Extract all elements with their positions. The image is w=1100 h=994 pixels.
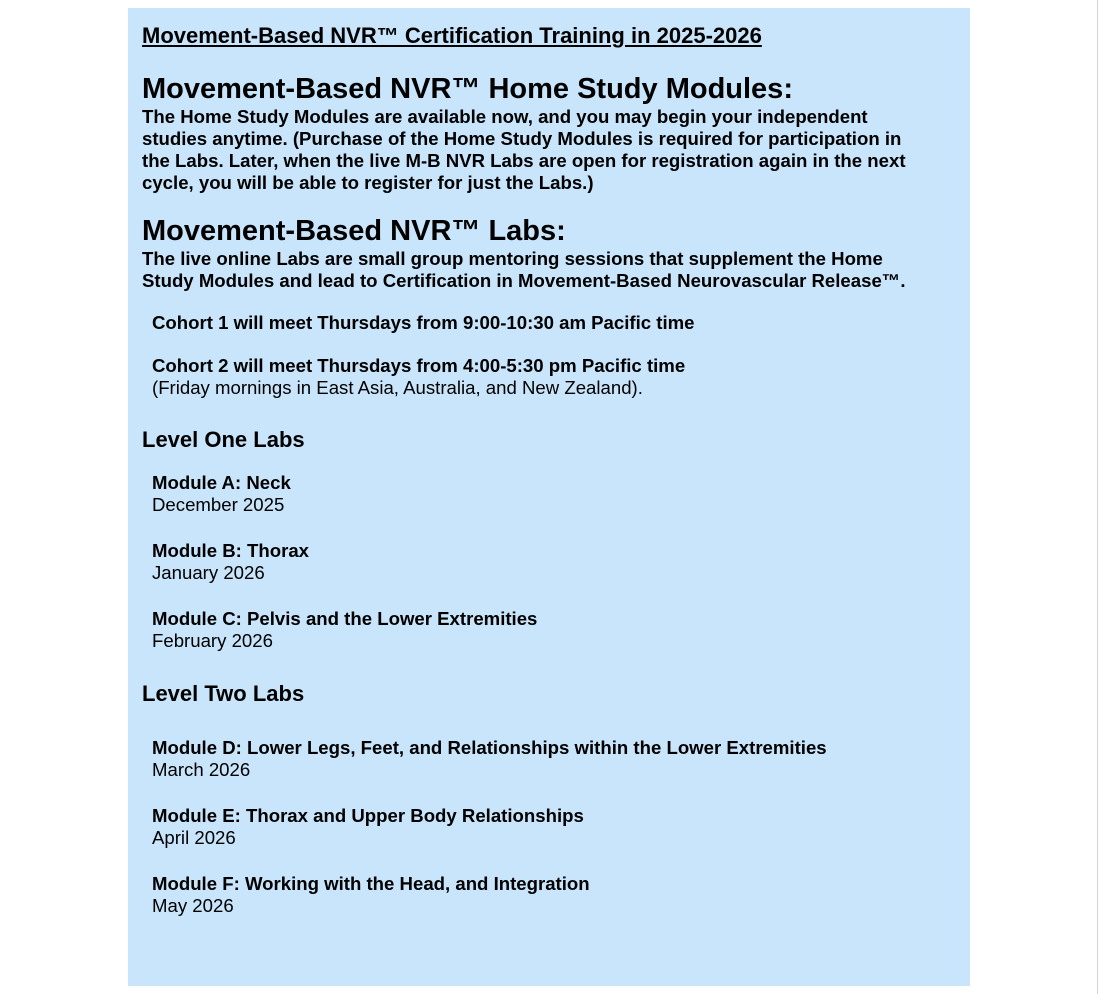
module-title: Module C: Pelvis and the Lower Extremities <box>152 608 538 629</box>
module-b <box>152 540 956 584</box>
module-title: Module E: Thorax and Upper Body Relationships <box>152 805 584 826</box>
page-title: Movement-Based NVR™ Certification Training in 2025-2026 <box>142 23 762 48</box>
module-title: Module A: Neck <box>152 472 291 493</box>
module-title: Module D: Lower Legs, Feet, and Relationships within the Lower Extremities <box>152 737 827 758</box>
module-date: May 2026 <box>152 895 234 916</box>
cohort-1-schedule: Cohort 1 will meet Thursdays from 9:00-10:30 am Pacific time <box>152 312 695 333</box>
cohort-1 <box>152 312 956 334</box>
module-e <box>152 805 956 849</box>
cohort-2-schedule: Cohort 2 will meet Thursdays from 4:00-5:30 pm Pacific time <box>152 355 686 376</box>
labs-heading: Movement-Based NVR™ Labs: <box>142 215 566 247</box>
module-a <box>152 472 956 516</box>
cohort-2-note: (Friday mornings in East Asia, Australia, and New Zealand). <box>152 377 643 398</box>
module-date: April 2026 <box>152 827 236 848</box>
home-study-line: studies anytime. (Purchase of the Home Study Modules is required for participation in <box>142 128 902 149</box>
level-two-heading: Level Two Labs <box>142 681 305 706</box>
page-edge-divider <box>1097 0 1098 994</box>
labs-description <box>142 248 956 292</box>
module-c <box>152 608 956 652</box>
level-one-heading: Level One Labs <box>142 427 305 452</box>
module-date: March 2026 <box>152 759 251 780</box>
home-study-line: the Labs. Later, when the live M-B NVR Labs are open for registration again in the next <box>142 150 906 171</box>
labs-line: The live online Labs are small group mentoring sessions that supplement the Home <box>142 248 883 269</box>
module-f <box>152 873 956 917</box>
home-study-heading: Movement-Based NVR™ Home Study Modules: <box>142 73 793 105</box>
content-panel <box>128 8 970 986</box>
module-title: Module F: Working with the Head, and Integration <box>152 873 590 894</box>
module-date: January 2026 <box>152 562 265 583</box>
labs-line: Study Modules and lead to Certification in Movement-Based Neurovascular Release™. <box>142 270 906 291</box>
module-d <box>152 737 956 781</box>
module-date: February 2026 <box>152 630 273 651</box>
home-study-line: The Home Study Modules are available now, and you may begin your independent <box>142 106 868 127</box>
module-title: Module B: Thorax <box>152 540 310 561</box>
home-study-description <box>142 106 956 194</box>
cohort-2 <box>152 355 956 399</box>
module-date: December 2025 <box>152 494 285 515</box>
home-study-line: cycle, you will be able to register for just the Labs.) <box>142 172 594 193</box>
